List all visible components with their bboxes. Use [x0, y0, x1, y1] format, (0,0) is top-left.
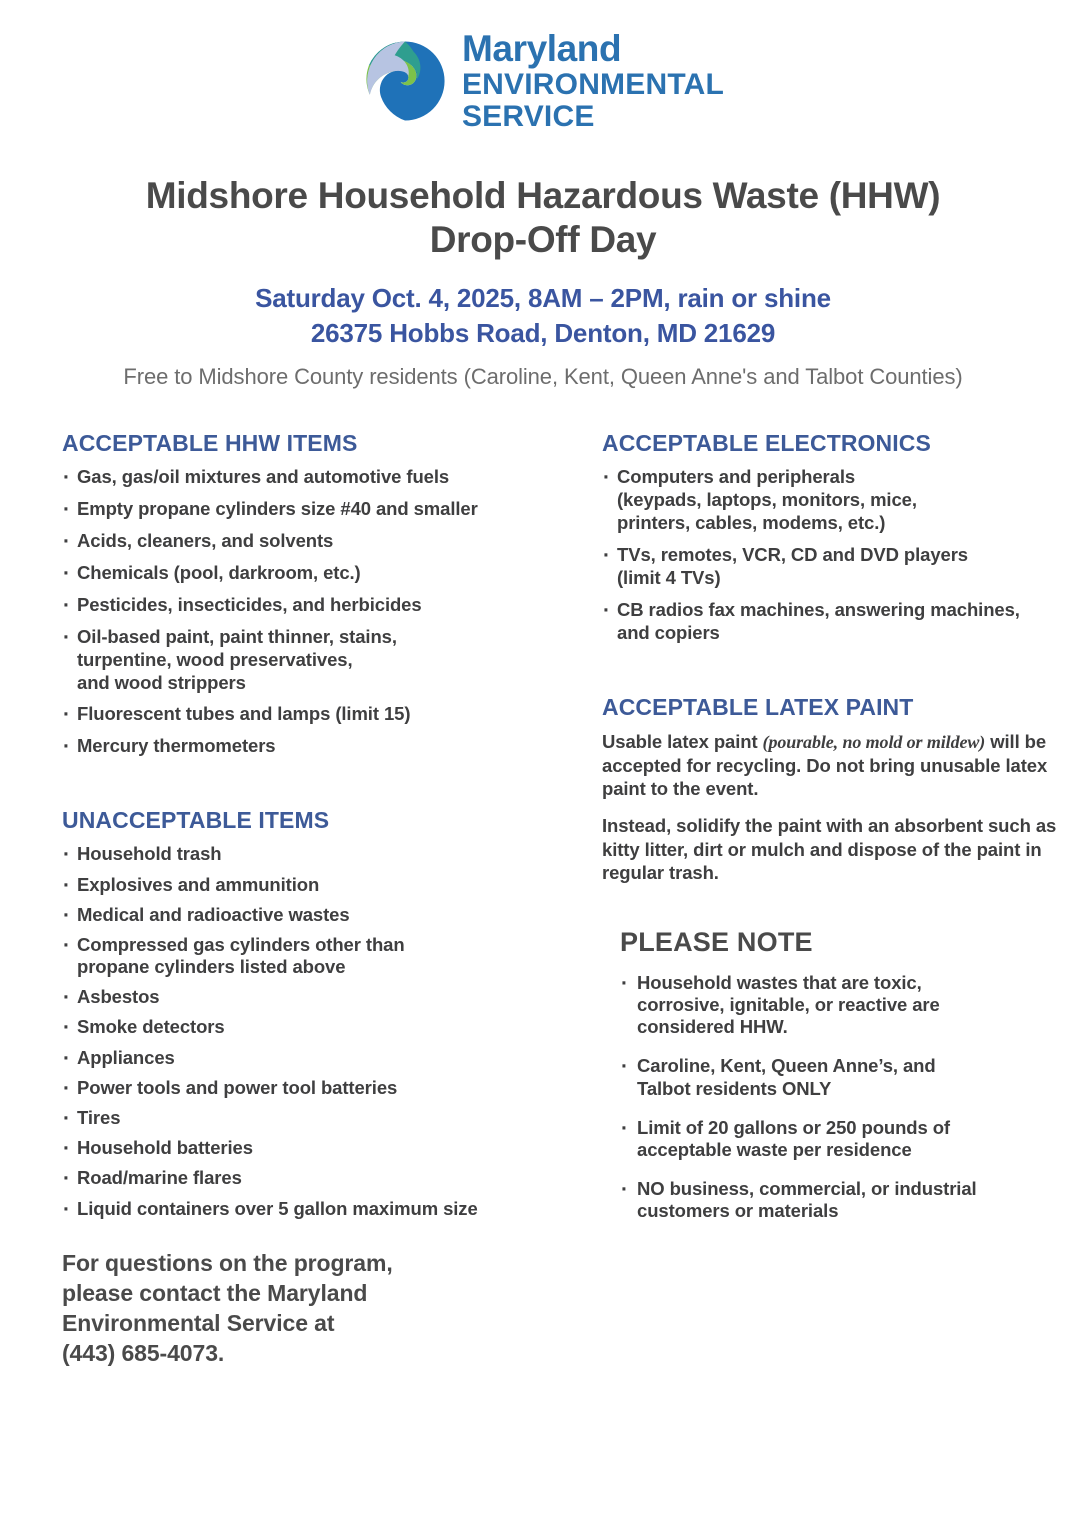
heading-unacceptable-items: UNACCEPTABLE ITEMS: [62, 807, 330, 834]
list-item-line: propane cylinders listed above: [77, 956, 346, 978]
list-item: [602, 466, 1072, 535]
heading-acceptable-electronics: ACCEPTABLE ELECTRONICS: [602, 429, 931, 456]
list-item: [62, 562, 562, 585]
list-item: [62, 498, 562, 521]
section-spacer: [62, 767, 562, 807]
list-item-line: printers, cables, modems, etc.): [617, 511, 886, 533]
list-item-line: · Appliances: [77, 1046, 175, 1068]
list-item: [62, 1016, 562, 1038]
list-item-line: · Pesticides, insecticides, and herbicides: [77, 593, 422, 615]
logo-wordmark: [462, 30, 724, 132]
list-item-line: Talbot residents ONLY: [637, 1077, 832, 1099]
contact-line-1: For questions on the program,: [62, 1250, 393, 1276]
logo-line-environmental: ENVIRONMENTAL: [461, 68, 725, 101]
list-item-line: · Explosives and ammunition: [77, 873, 320, 895]
list-item: [62, 1077, 562, 1099]
eligibility-note: Free to Midshore County residents (Caroline, Kent, Queen Anne's and Talbot Counties): [123, 363, 963, 389]
list-item-line: · TVs, remotes, VCR, CD and DVD players: [617, 543, 968, 565]
list-item-line: corrosive, ignitable, or reactive are: [637, 994, 940, 1016]
list-unacceptable-items: [62, 843, 562, 1219]
list-item: [620, 1117, 1072, 1161]
list-item-line: acceptable waste per residence: [637, 1139, 912, 1161]
page-title: [40, 174, 1046, 261]
list-acceptable-hhw: [62, 466, 562, 758]
list-item: [62, 874, 562, 896]
list-item-line: · Mercury thermometers: [77, 735, 276, 757]
latex-para1-after: will be accepted for recycling. Do not bring unusable latex paint to the event.: [602, 730, 1048, 800]
list-acceptable-electronics: [602, 466, 1072, 645]
list-item-line: · Medical and radioactive wastes: [77, 903, 350, 925]
list-item: [62, 1047, 562, 1069]
list-item-line: · Power tools and power tool batteries: [77, 1076, 398, 1098]
content-columns: [0, 430, 1086, 1240]
list-item-line: · Caroline, Kent, Queen Anne’s, and: [637, 1055, 936, 1077]
list-item: [62, 843, 562, 865]
section-spacer: [602, 654, 1072, 694]
list-item-line: · Road/marine flares: [77, 1167, 242, 1189]
list-item-line: (keypads, laptops, monitors, mice,: [617, 488, 917, 510]
heading-acceptable-latex-paint: ACCEPTABLE LATEX PAINT: [602, 693, 914, 720]
logo-line-service: SERVICE: [461, 100, 595, 133]
wave-swirl-logo: [362, 35, 448, 127]
list-item-line: turpentine, wood preservatives,: [77, 648, 353, 670]
list-item: [62, 1167, 562, 1189]
list-item: [62, 626, 562, 695]
list-item-line: · Household trash: [77, 843, 222, 865]
list-item: [620, 972, 1072, 1039]
event-address: 26375 Hobbs Road, Denton, MD 21629: [310, 317, 776, 348]
contact-footer: [62, 1248, 582, 1369]
list-item: [62, 466, 562, 489]
list-item-line: · Empty propane cylinders size #40 and smaller: [77, 497, 478, 519]
list-item-line: and wood strippers: [77, 671, 246, 693]
list-item: [602, 544, 1072, 590]
logo-line-maryland: Maryland: [461, 28, 622, 69]
list-item: [62, 986, 562, 1008]
list-item: [62, 1198, 562, 1220]
list-item-line: · Smoke detectors: [77, 1016, 225, 1038]
page-title-line-1: Midshore Household Hazardous Waste (HHW): [145, 175, 941, 216]
list-please-note: [620, 972, 1072, 1223]
latex-paint-paragraph-1: [602, 730, 1072, 801]
event-datetime: Saturday Oct. 4, 2025, 8AM – 2PM, rain or shine: [255, 283, 831, 314]
list-item-line: · NO business, commercial, or industrial: [637, 1178, 977, 1200]
contact-line-2: please contact the Maryland: [62, 1280, 368, 1307]
list-item-line: · Asbestos: [77, 986, 160, 1008]
list-item: [62, 904, 562, 926]
heading-acceptable-hhw: ACCEPTABLE HHW ITEMS: [62, 429, 358, 456]
latex-para1-italic: (pourable, no mold or mildew): [762, 731, 986, 752]
list-item-line: · Household batteries: [77, 1137, 253, 1159]
list-item: [620, 1055, 1072, 1099]
list-item-line: · Limit of 20 gallons or 250 pounds of: [637, 1116, 950, 1138]
please-note-block: [602, 927, 1072, 1223]
list-item: [62, 530, 562, 553]
list-item: [62, 934, 562, 978]
list-item: [62, 594, 562, 617]
list-item-line: · Gas, gas/oil mixtures and automotive fuels: [77, 465, 450, 487]
list-item-line: · CB radios fax machines, answering machines,: [617, 598, 1020, 620]
list-item: [602, 599, 1072, 645]
heading-please-note: PLEASE NOTE: [620, 926, 813, 957]
list-item-line: · Compressed gas cylinders other than: [77, 933, 405, 955]
left-column: [62, 430, 562, 1228]
list-item-line: · Computers and peripherals: [617, 465, 856, 487]
list-item-line: and copiers: [617, 621, 720, 643]
list-item-line: · Tires: [77, 1107, 121, 1128]
contact-line-3: Environmental Service at: [62, 1310, 335, 1337]
list-item-line: (limit 4 TVs): [617, 566, 721, 588]
list-item: [62, 703, 562, 726]
list-item: [620, 1178, 1072, 1222]
list-item-line: · Fluorescent tubes and lamps (limit 15): [77, 703, 411, 725]
list-item-line: · Chemicals (pool, darkroom, etc.): [77, 561, 361, 583]
list-item-line: · Oil-based paint, paint thinner, stains,: [77, 625, 397, 647]
brand-logo: [0, 0, 1086, 132]
page-title-line-2: Drop-Off Day: [429, 218, 657, 260]
right-column: [602, 430, 1072, 1240]
list-item: [62, 1137, 562, 1159]
contact-phone: (443) 685-4073.: [62, 1340, 225, 1367]
list-item: [62, 1107, 562, 1129]
list-item: [62, 735, 562, 758]
list-item-line: · Acids, cleaners, and solvents: [77, 529, 334, 551]
list-item-line: considered HHW.: [637, 1016, 788, 1038]
list-item-line: customers or materials: [637, 1200, 839, 1222]
title-block: [0, 174, 1086, 390]
latex-paint-paragraph-2: Instead, solidify the paint with an absorbent such as kitty litter, dirt or mulch and dispose of the paint in regular trash.: [602, 814, 1057, 884]
list-item-line: · Liquid containers over 5 gallon maximum size: [77, 1197, 478, 1219]
list-item-line: · Household wastes that are toxic,: [637, 971, 922, 993]
latex-para1-before: Usable latex paint: [602, 730, 763, 752]
